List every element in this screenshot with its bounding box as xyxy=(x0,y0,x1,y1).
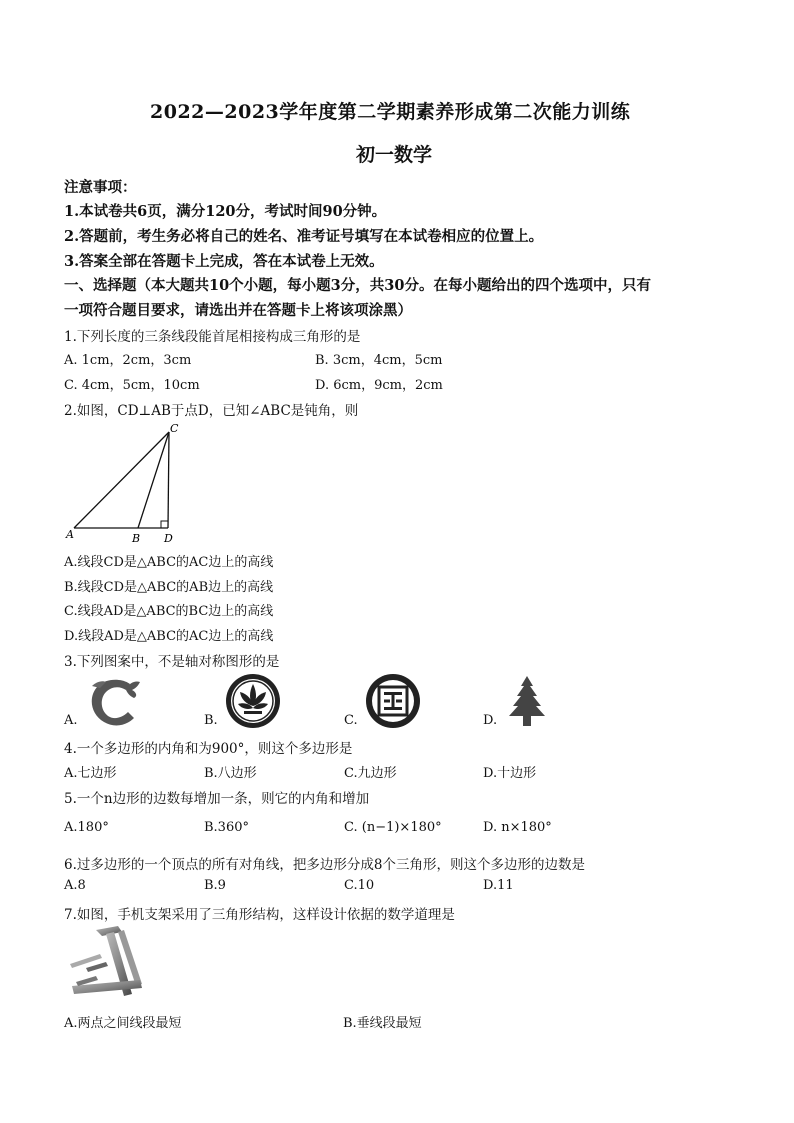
question-5-option-c: C. (n−1)×180° xyxy=(344,820,442,835)
question-5-stem: 5.一个n边形的边数每增加一条，则它的内角和增加 xyxy=(64,791,370,807)
question-5-option-a: A.180° xyxy=(64,820,109,835)
exam-subject: 初一数学 xyxy=(356,144,433,166)
question-4-option-c: C.九边形 xyxy=(344,766,397,781)
question-7-option-a: A.两点之间线段最短 xyxy=(64,1016,182,1031)
triangle-figure xyxy=(64,422,194,544)
label-b: B xyxy=(132,532,141,544)
question-3-option-d: D. xyxy=(483,713,498,728)
question-6-option-b: B.9 xyxy=(204,878,226,893)
notice-heading: 注意事项： xyxy=(64,179,137,196)
question-6-option-a: A.8 xyxy=(64,878,86,893)
section-heading-line2: 一项符合题目要求，请选出并在答题卡上将该项涂黑） xyxy=(64,302,412,319)
question-7-option-b: B.垂线段最短 xyxy=(343,1016,422,1031)
segment-cd xyxy=(168,432,169,528)
segment-bc xyxy=(138,432,169,528)
question-4-option-b: B.八边形 xyxy=(204,766,257,781)
question-2-stem: 2.如图，CD⊥AB于点D，已知∠ABC是钝角，则 xyxy=(64,403,359,419)
notice-item-2: 2.答题前，考生务必将自己的姓名、准考证号填写在本试卷相应的位置上。 xyxy=(64,228,544,245)
question-1-option-b: B. 3cm，4cm，5cm xyxy=(315,353,443,368)
question-3-option-c: C. xyxy=(344,713,358,728)
right-angle-mark xyxy=(161,521,168,528)
question-4-stem: 4.一个多边形的内角和为900°，则这个多边形是 xyxy=(64,741,353,757)
question-5-option-d: D. n×180° xyxy=(483,820,552,835)
question-3-option-a: A. xyxy=(64,713,78,728)
question-1-option-a: A. 1cm，2cm，3cm xyxy=(64,353,192,368)
question-5-option-b: B.360° xyxy=(204,820,249,835)
question-2-option-a: A.线段CD是△ABC的AC边上的高线 xyxy=(64,555,274,570)
tree-icon xyxy=(505,674,549,728)
dragon-ring-icon xyxy=(82,672,144,730)
lotus-emblem-icon xyxy=(224,672,282,730)
section-heading-line1: 一、选择题（本大题共10个小题，每小题3分，共30分。在每小题给出的四个选项中，只有 xyxy=(64,277,651,294)
question-6-option-d: D.11 xyxy=(483,878,514,893)
bank-logo-icon xyxy=(364,672,422,730)
question-2-option-c: C.线段AD是△ABC的BC边上的高线 xyxy=(64,604,274,619)
label-c: C xyxy=(170,422,179,435)
question-3-option-b: B. xyxy=(204,713,218,728)
segment-ac xyxy=(74,432,169,528)
phone-stand-image xyxy=(66,924,150,1006)
question-2-option-b: B.线段CD是△ABC的AB边上的高线 xyxy=(64,580,274,595)
question-3-stem: 3.下列图案中，不是轴对称图形的是 xyxy=(64,654,280,670)
exam-title: 2022—2023学年度第二学期素养形成第二次能力训练 xyxy=(150,101,631,123)
notice-item-1: 1.本试卷共6页，满分120分，考试时间90分钟。 xyxy=(64,203,387,220)
label-a: A xyxy=(66,528,74,541)
label-d: D xyxy=(164,532,173,544)
question-2-option-d: D.线段AD是△ABC的AC边上的高线 xyxy=(64,629,274,644)
question-7-stem: 7.如图，手机支架采用了三角形结构，这样设计依据的数学道理是 xyxy=(64,907,455,923)
question-4-option-d: D.十边形 xyxy=(483,766,537,781)
question-1-option-d: D. 6cm，9cm，2cm xyxy=(315,378,443,393)
notice-item-3: 3.答案全部在答题卡上完成，答在本试卷上无效。 xyxy=(64,253,384,270)
question-4-option-a: A.七边形 xyxy=(64,766,117,781)
question-6-stem: 6.过多边形的一个顶点的所有对角线，把多边形分成8个三角形，则这个多边形的边数是 xyxy=(64,857,585,873)
question-1-option-c: C. 4cm，5cm，10cm xyxy=(64,378,200,393)
question-1-stem: 1.下列长度的三条线段能首尾相接构成三角形的是 xyxy=(64,329,361,345)
question-6-option-c: C.10 xyxy=(344,878,375,893)
